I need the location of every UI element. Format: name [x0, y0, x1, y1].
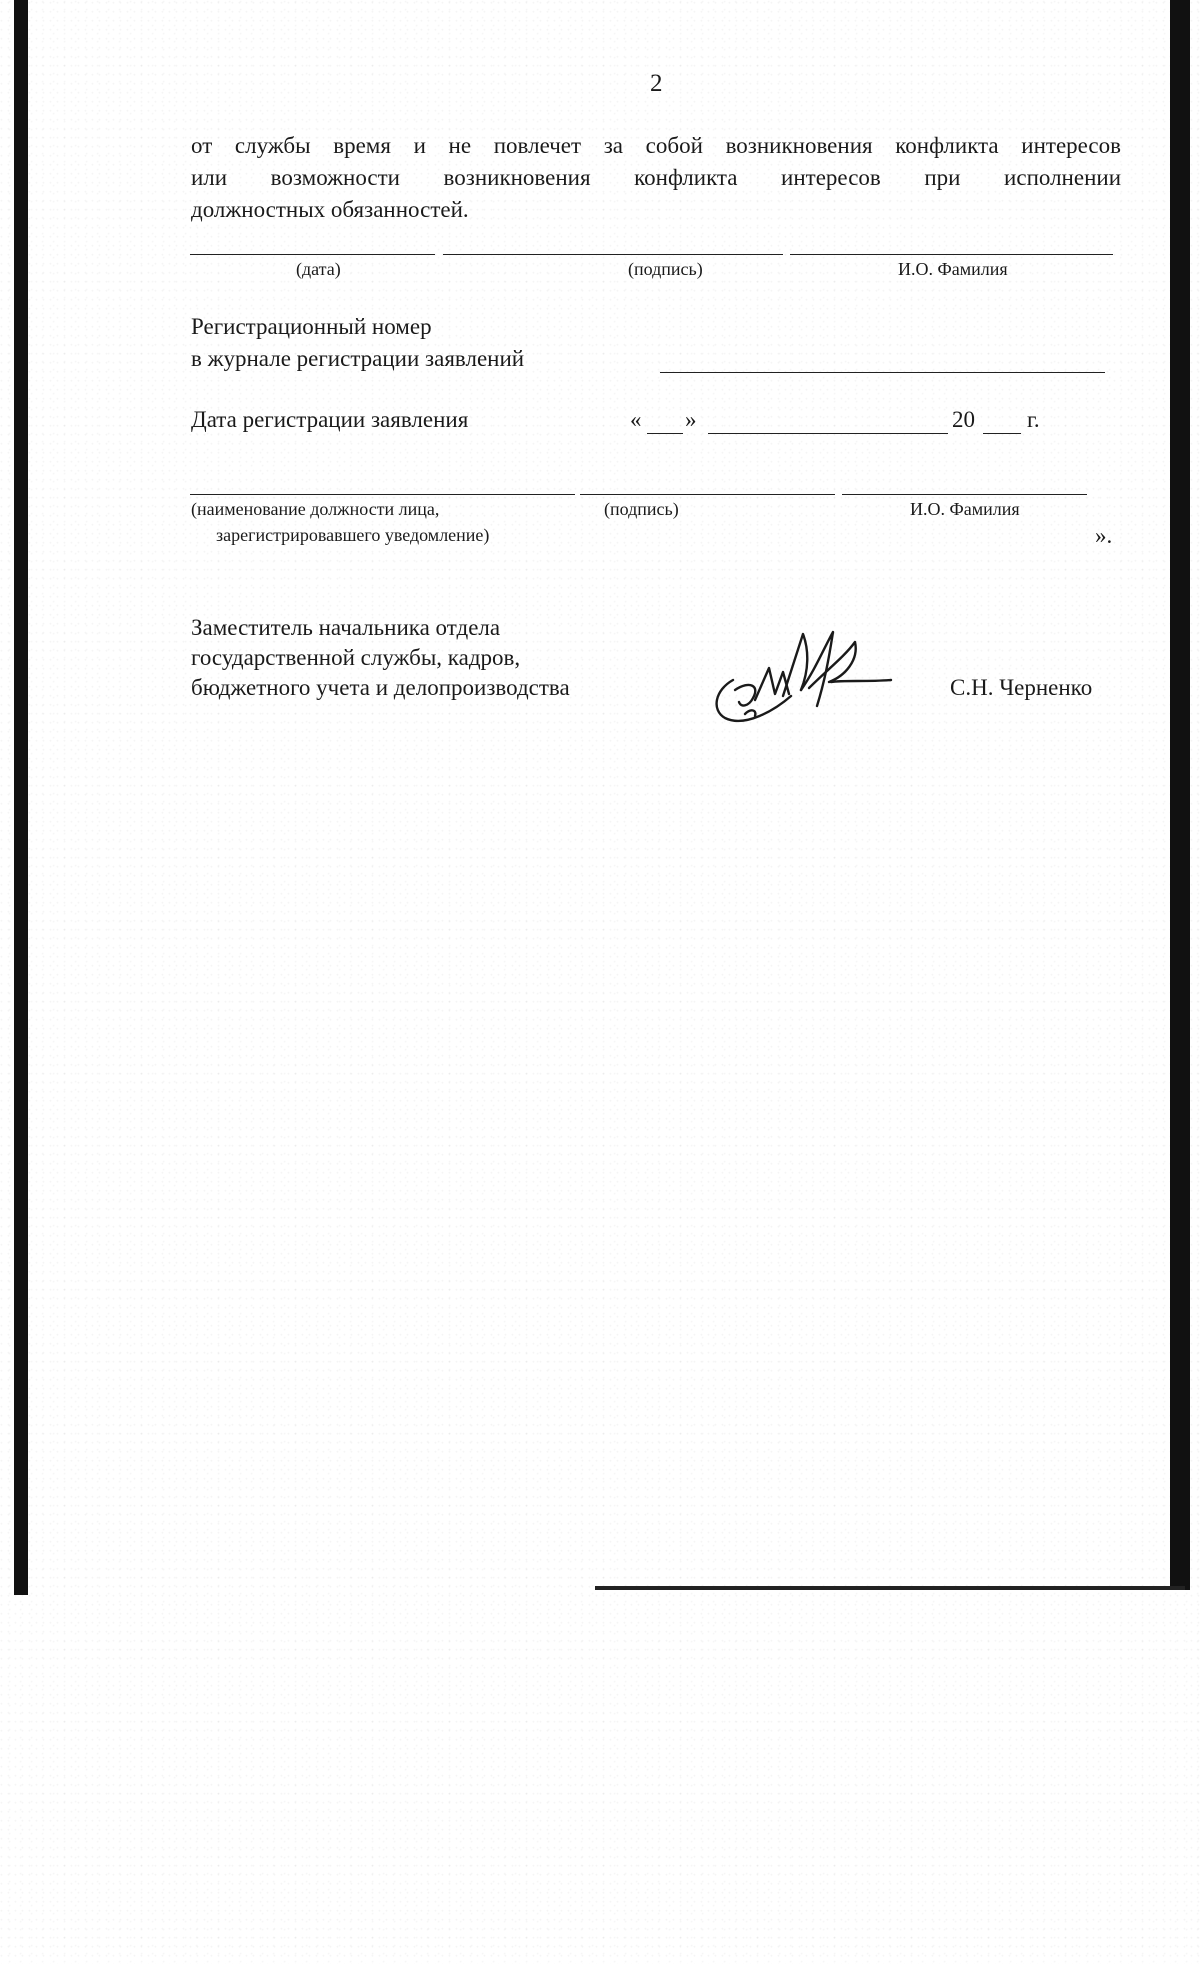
year-line — [983, 433, 1021, 434]
paragraph-line: от службы время и не повлечет за собой возникновения конфликта интересов — [191, 133, 1121, 158]
signature-line — [580, 494, 835, 495]
date-caption: (дата) — [296, 259, 341, 279]
registration-number-label: в журнале регистрации заявлений — [191, 346, 525, 371]
month-line — [708, 433, 948, 434]
year-suffix: г. — [1027, 407, 1040, 432]
name-caption: И.О. Фамилия — [910, 499, 1020, 519]
scan-border-bottom — [595, 1586, 1185, 1590]
signatory-title: Заместитель начальника отдела — [191, 615, 501, 640]
paragraph-line: должностных обязанностей. — [191, 197, 469, 222]
registration-number-line — [660, 372, 1105, 373]
name-caption: И.О. Фамилия — [898, 259, 1008, 279]
day-line — [647, 433, 683, 434]
page-number: 2 — [650, 70, 663, 97]
date-line — [190, 254, 435, 255]
year-prefix: 20 — [952, 407, 975, 432]
signatory-title: бюджетного учета и делопроизводства — [191, 675, 570, 700]
scan-border-right — [1170, 0, 1190, 1590]
registration-number-label: Регистрационный номер — [191, 314, 432, 339]
body-paragraph — [191, 130, 1121, 226]
scan-border-left — [14, 0, 28, 1595]
signatory-name: С.Н. Черненко — [950, 675, 1093, 700]
signature-caption: (подпись) — [604, 499, 679, 519]
signature-caption: (подпись) — [628, 259, 703, 279]
signature-line — [443, 254, 783, 255]
signatory-title: государственной службы, кадров, — [191, 645, 521, 670]
closing-mark: ». — [1095, 523, 1113, 548]
quote-close: » — [685, 407, 697, 432]
position-caption: зарегистрировавшего уведомление) — [216, 525, 490, 545]
position-caption: (наименование должности лица, — [191, 499, 440, 519]
handwritten-signature — [705, 610, 895, 740]
position-line — [190, 494, 575, 495]
quote-open: « — [630, 407, 642, 432]
name-line — [790, 254, 1113, 255]
registration-date-label: Дата регистрации заявления — [191, 407, 469, 432]
paragraph-line: или возможности возникновения конфликта интересов при исполнении — [191, 165, 1121, 190]
name-line — [842, 494, 1087, 495]
